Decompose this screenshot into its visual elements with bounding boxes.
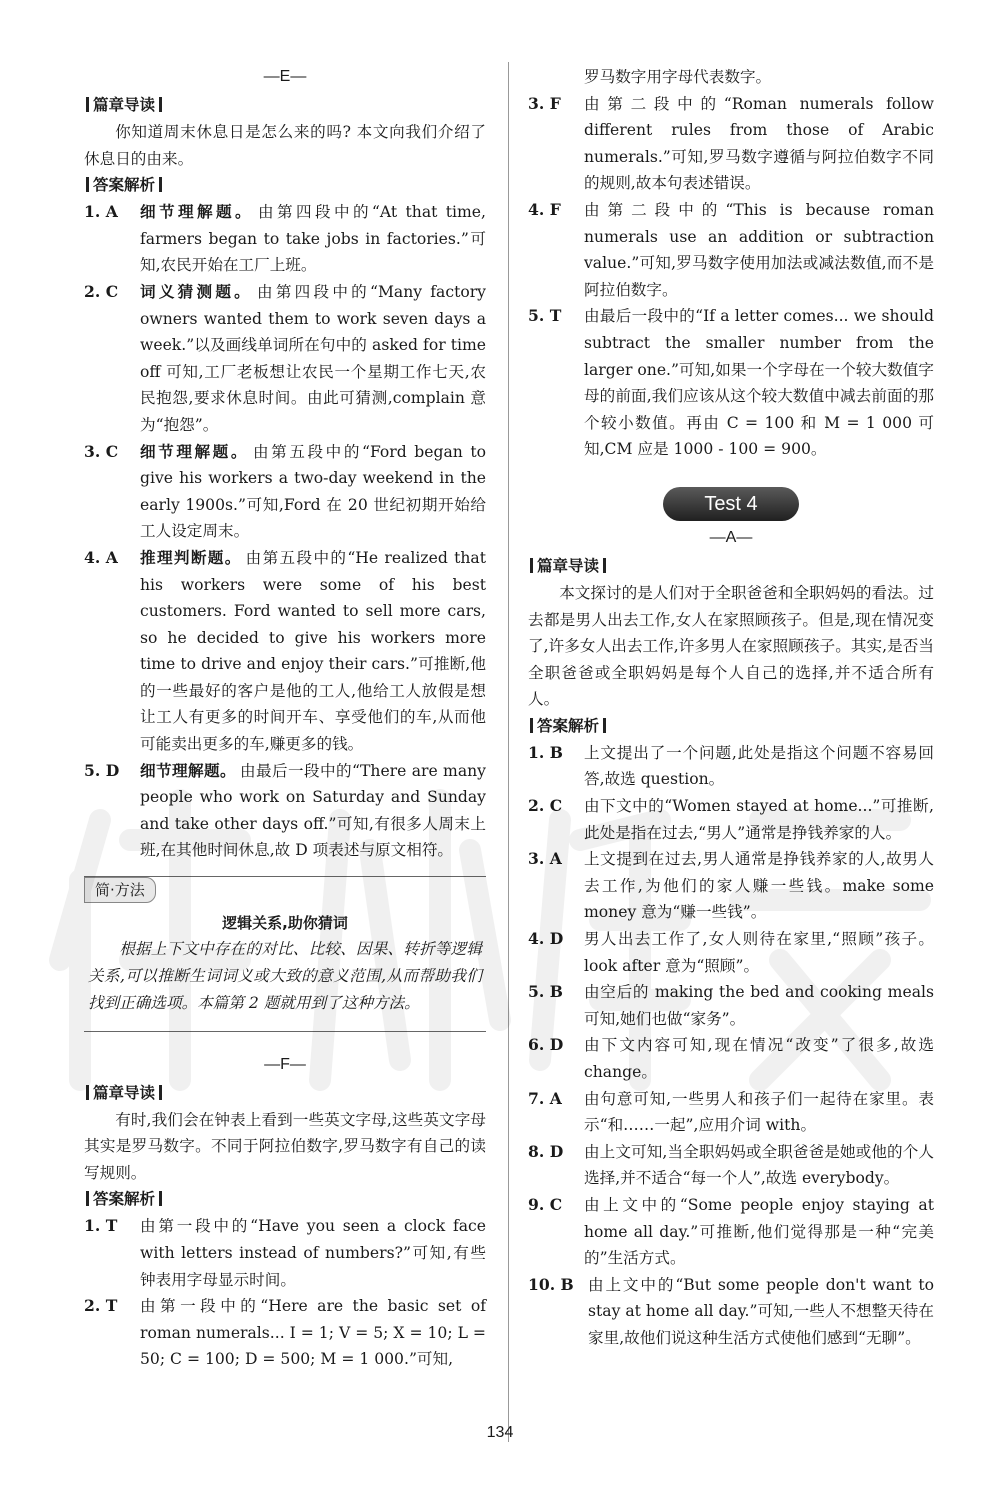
section-e-guide: 你知道周末休息日是怎么来的吗? 本文向我们介绍了休息日的由来。 [84, 123, 486, 168]
answer-item: 5. T 由最后一段中的“If a letter comes... we should subtract the smaller number from the larger one.”可知,如果一个字母在一个较大数值字母的前面,我们应该从这个较大数值中减去前面的那个较小数值。再由 C = 100 和 M = 1 000 可知,CM 应是 1000 - 100 = 900。 [528, 306, 934, 459]
guide-heading-t4: 篇章导读 [528, 553, 934, 580]
answer-item: 3. F 由第二段中的“Roman numerals follow different rules from those of Arabic numerals.”可知,罗马数字遵循与阿拉伯数字不同的规则,故本句表述错误。 [528, 93, 934, 193]
answer-item: 2. C 词义猜测题。 由第四段中的“Many factory owners wanted them to work seven days a week.”以及画线单词所在句中的 asked for time off 可知,工厂老板想让农民一个星期工作七天,农民抱怨,要求休息时间。由此可猜测,complain 意为“抱怨”。 [84, 281, 486, 434]
answer-item: 1. T 由第一段中的“Have you seen a clock face with letters instead of numbers?”可知,有些钟表用字母显示时间。 [84, 1216, 486, 1289]
answer-item: 4. F 由第二段中的“This is because roman numerals use an addition or subtraction value.”可知,罗马数字使用加法或减法数值,而不是阿拉伯数字。 [528, 199, 934, 299]
answer-item: 8. D 由上文可知,当全职妈妈或全职爸爸是她或他的个人选择,并不适合“每一个人”,故选 everybody。 [528, 1141, 934, 1188]
method-box [84, 876, 486, 1032]
left-column [84, 64, 486, 1373]
section-e-title: —E— [263, 68, 307, 85]
method-title: 逻辑关系,助你猜词 [222, 913, 348, 932]
answer-item: 1. A 细节理解题。 由第四段中的“At that time, farmers began to take jobs in factories.”可知,农民开始在工厂上班。 [84, 202, 486, 275]
section-f-guide: 有时,我们会在钟表上看到一些英文字母,这些英文字母其实是罗马数字。不同于阿拉伯数字,罗马数字有自己的读写规则。 [84, 1110, 486, 1182]
answer-item: 10. B 由上文中的“But some people don't want to stay at home all day.”可知,一些人不想整天待在家里,故他们说这种生活方式使他们感到“无聊”。 [528, 1274, 934, 1347]
answer-item: 9. C 由上文中的“Some people enjoy staying at home all day.”可推断,他们觉得那是一种“完美的”生活方式。 [528, 1194, 934, 1268]
answer-item: 5. B 由空后的 making the bed and cooking meals 可知,她们也做“家务”。 [528, 982, 934, 1028]
answer-item: 1. B 上文提出了一个问题,此处是指这个问题不容易回答,故选 question。 [528, 742, 934, 789]
answer-continuation: 罗马数字用字母代表数字。 [584, 68, 772, 86]
right-column [528, 64, 934, 1352]
answer-item: 5. D 细节理解题。 由最后一段中的“There are many people who work on Saturday and Sunday and take other days off.”可知,有很多人周末上班,在其他时间休息,故 D 项表述与原文相符。 [84, 760, 486, 860]
method-tag: 简·方法 [84, 877, 156, 903]
answer-item: 4. A 推理判断题。 由第五段中的“He realized that his workers were some of his best customers. Ford wanted to sell more cars, so he decided to give his workers more time to drive and enjoy their cars.”可推断,他的一些最好的客户是他的工人,他给工人放假是想让工人有更多的时间开车、享受他们的车,从而他可能卖出更多的车,赚更多的钱。 [84, 547, 486, 754]
test4-guide: 本文探讨的是人们对于全职爸爸和全职妈妈的看法。过去都是男人出去工作,女人在家照顾孩子。但是,现在情况变了,许多女人出去工作,许多男人在家照顾孩子。其实,是否当全职爸爸或全职妈妈是每个人自己的选择,并不适合所有人。 [528, 583, 934, 709]
column-divider [508, 62, 509, 1442]
answers-heading-t4: 答案解析 [528, 713, 934, 740]
answer-item: 6. D 由下文内容可知,现在情况“改变”了很多,故选 change。 [528, 1035, 934, 1081]
method-text: 根据上下文中存在的对比、比较、因果、转折等逻辑关系,可以推断生词词义或大致的意义范围,从而帮助我们找到正确选项。本篇第 2 题就用到了这种方法。 [88, 939, 482, 1012]
answers-heading-e: 答案解析 [84, 172, 486, 199]
guide-heading-e: 篇章导读 [84, 92, 486, 119]
section-f-title: —F— [264, 1055, 306, 1073]
test4-section-title: —A— [709, 528, 753, 546]
answer-item: 2. C 由下文中的“Women stayed at home...”可推断,此处是指在过去,“男人”通常是挣钱养家的人。 [528, 796, 934, 842]
answer-item: 7. A 由句意可知,一些男人和孩子们一起待在家里。表示“和……一起”,应用介词 with。 [528, 1088, 934, 1135]
test-badge: Test 4 [663, 487, 799, 521]
answer-item: 2. T 由第一段中的“Here are the basic set of roman numerals... I = 1; V = 5; X = 10; L = 50; C = 100; D = 500; M = 1 000.”可知, [84, 1296, 486, 1369]
answer-item: 4. D 男人出去工作了,女人则待在家里,“照顾”孩子。look after 意为“照顾”。 [528, 929, 934, 975]
answer-item: 3. A 上文提到在过去,男人通常是挣钱养家的人,故男人去工作,为他们的家人赚一些钱。make some money 意为“赚一些钱”。 [528, 849, 934, 922]
answer-item: 3. C 细节理解题。 由第五段中的“Ford began to give his workers a two-day weekend in the early 1900s.”可知,Ford 在 20 世纪初期开始给工人设定周末。 [84, 441, 486, 541]
answers-heading-f: 答案解析 [84, 1186, 486, 1213]
page-number: 134 [486, 1424, 514, 1441]
guide-heading-f: 篇章导读 [84, 1080, 486, 1107]
